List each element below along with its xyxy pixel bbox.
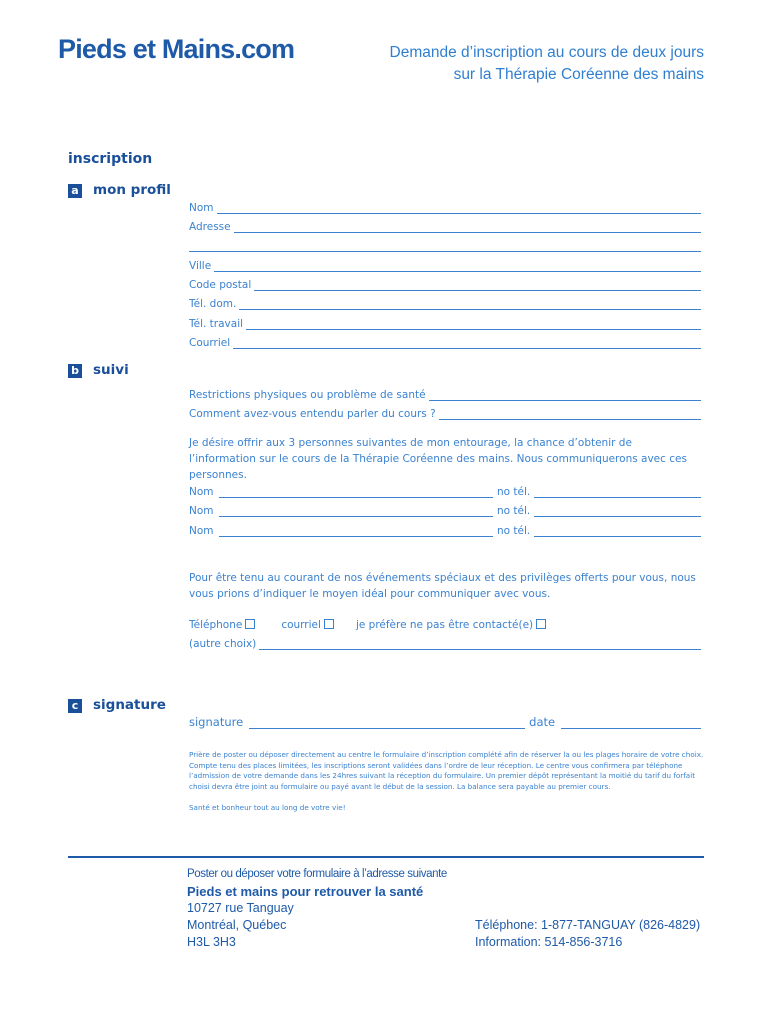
form-title-line2: sur la Thérapie Coréenne des mains: [453, 66, 704, 83]
contact-options: [189, 617, 701, 631]
referral-nom-label: Nom: [189, 486, 214, 498]
field-comment-line[interactable]: [439, 409, 701, 420]
field-tel-dom-line[interactable]: [239, 299, 701, 310]
field-adresse-2[interactable]: [189, 238, 701, 252]
field-tel-travail[interactable]: [189, 316, 701, 330]
section-a-title: mon profil: [93, 182, 171, 198]
field-adresse-label: Adresse: [189, 221, 231, 233]
option-courriel[interactable]: [281, 619, 334, 631]
option-courriel-label: courriel: [281, 619, 321, 631]
checkbox-none[interactable]: [536, 619, 546, 629]
referral-tel-line[interactable]: [534, 506, 701, 517]
footer-postal: H3L 3H3: [187, 935, 236, 949]
option-telephone-label: Téléphone: [189, 619, 243, 631]
footer-info: Information: 514-856-3716: [475, 935, 623, 949]
field-tel-dom[interactable]: [189, 296, 701, 310]
field-comment[interactable]: [189, 406, 701, 420]
field-adresse-line[interactable]: [234, 222, 701, 233]
referral-row-2[interactable]: [189, 503, 701, 517]
option-none[interactable]: [356, 619, 546, 631]
referral-tel-line[interactable]: [534, 526, 701, 537]
section-b-badge: b: [68, 364, 82, 378]
field-code-postal-label: Code postal: [189, 279, 252, 291]
section-c-badge: c: [68, 699, 82, 713]
signature-line[interactable]: [249, 718, 525, 729]
referral-nom-line[interactable]: [219, 487, 493, 498]
field-comment-label: Comment avez-vous entendu parler du cours ?: [189, 408, 436, 420]
footer-city: Montréal, Québec: [187, 918, 287, 932]
referral-tel-label: no tél.: [497, 505, 531, 517]
field-tel-travail-label: Tél. travail: [189, 318, 244, 330]
field-restrictions-line[interactable]: [429, 390, 701, 401]
footer-divider: [68, 856, 704, 858]
footer-phone: Téléphone: 1-877-TANGUAY (826-4829): [475, 918, 701, 932]
referral-tel-line[interactable]: [534, 487, 701, 498]
field-restrictions[interactable]: [189, 387, 701, 401]
field-autre-choix[interactable]: [189, 636, 701, 650]
inscription-heading: inscription: [68, 151, 153, 167]
referral-nom-label: Nom: [189, 525, 214, 537]
field-ville[interactable]: [189, 258, 701, 272]
option-telephone[interactable]: [189, 619, 255, 631]
field-ville-label: Ville: [189, 260, 212, 272]
field-tel-travail-line[interactable]: [246, 319, 701, 330]
date-line[interactable]: [561, 718, 701, 729]
field-code-postal-line[interactable]: [254, 280, 701, 291]
section-c-title: signature: [93, 697, 166, 713]
offer-text: Je désire offrir aux 3 personnes suivantes de mon entourage, la chance d’obtenir de l’information sur le cours de la Thérapie Coréenne des mains. Nous communiquerons avec ces personnes.: [189, 437, 687, 481]
field-adresse-line-2[interactable]: [189, 241, 701, 252]
referral-nom-line[interactable]: [219, 526, 493, 537]
footer-intro: Poster ou déposer votre formulaire à l’adresse suivante: [187, 868, 447, 880]
field-courriel-label: Courriel: [189, 337, 231, 349]
signature-label: signature: [189, 715, 244, 729]
fine-print: Prière de poster ou déposer directement au centre le formulaire d’inscription complété afin de réserver la ou les plages horaire de votre choix. Compte tenu des places limitées, les inscriptions seront validées dans l’ordre de leur réception. Le centre vous confirmera par téléphone l’admission de votre demande dans les 24hres suivant la réception du formulaire. Un premier dépôt représentant la moitié du tarif du forfait choisi devra être joint au formulaire ou payé avant le début de la session. La balance sera payable au premier cours.: [189, 750, 704, 791]
field-nom[interactable]: [189, 200, 701, 214]
field-courriel-line[interactable]: [233, 338, 701, 349]
signature-row[interactable]: [189, 715, 701, 729]
referral-row-3[interactable]: [189, 523, 701, 537]
referral-row-1[interactable]: [189, 484, 701, 498]
field-adresse[interactable]: [189, 219, 701, 233]
field-tel-dom-label: Tél. dom.: [189, 298, 237, 310]
date-label: date: [529, 715, 556, 729]
referral-nom-line[interactable]: [219, 506, 493, 517]
referral-nom-label: Nom: [189, 505, 214, 517]
option-none-label: je préfère ne pas être contacté(e): [355, 619, 534, 631]
field-code-postal[interactable]: [189, 277, 701, 291]
field-autre-choix-line[interactable]: [259, 639, 701, 650]
footer-org: Pieds et mains pour retrouver la santé: [187, 884, 424, 899]
section-b-title: suivi: [93, 362, 129, 378]
field-courriel[interactable]: [189, 335, 701, 349]
referral-tel-label: no tél.: [497, 525, 531, 537]
section-a-badge: a: [68, 184, 82, 198]
field-nom-label: Nom: [189, 202, 214, 214]
field-nom-line[interactable]: [217, 203, 701, 214]
footer-street: 10727 rue Tanguay: [187, 901, 294, 915]
events-text: Pour être tenu au courant de nos événements spéciaux et des privilèges offerts pour vous, nous vous prions d’indiquer le moyen idéal pour communiquer avec vous.: [189, 572, 696, 600]
checkbox-telephone[interactable]: [245, 619, 255, 629]
logo: Pieds et Mains.com: [58, 34, 295, 64]
form-title-line1: Demande d’inscription au cours de deux jours: [389, 44, 704, 61]
referral-tel-label: no tél.: [497, 486, 531, 498]
closing-text: Santé et bonheur tout au long de votre vie!: [189, 803, 346, 812]
field-restrictions-label: Restrictions physiques ou problème de santé: [189, 389, 426, 401]
field-autre-choix-label: (autre choix): [189, 638, 257, 650]
field-ville-line[interactable]: [214, 261, 701, 272]
checkbox-courriel[interactable]: [324, 619, 334, 629]
